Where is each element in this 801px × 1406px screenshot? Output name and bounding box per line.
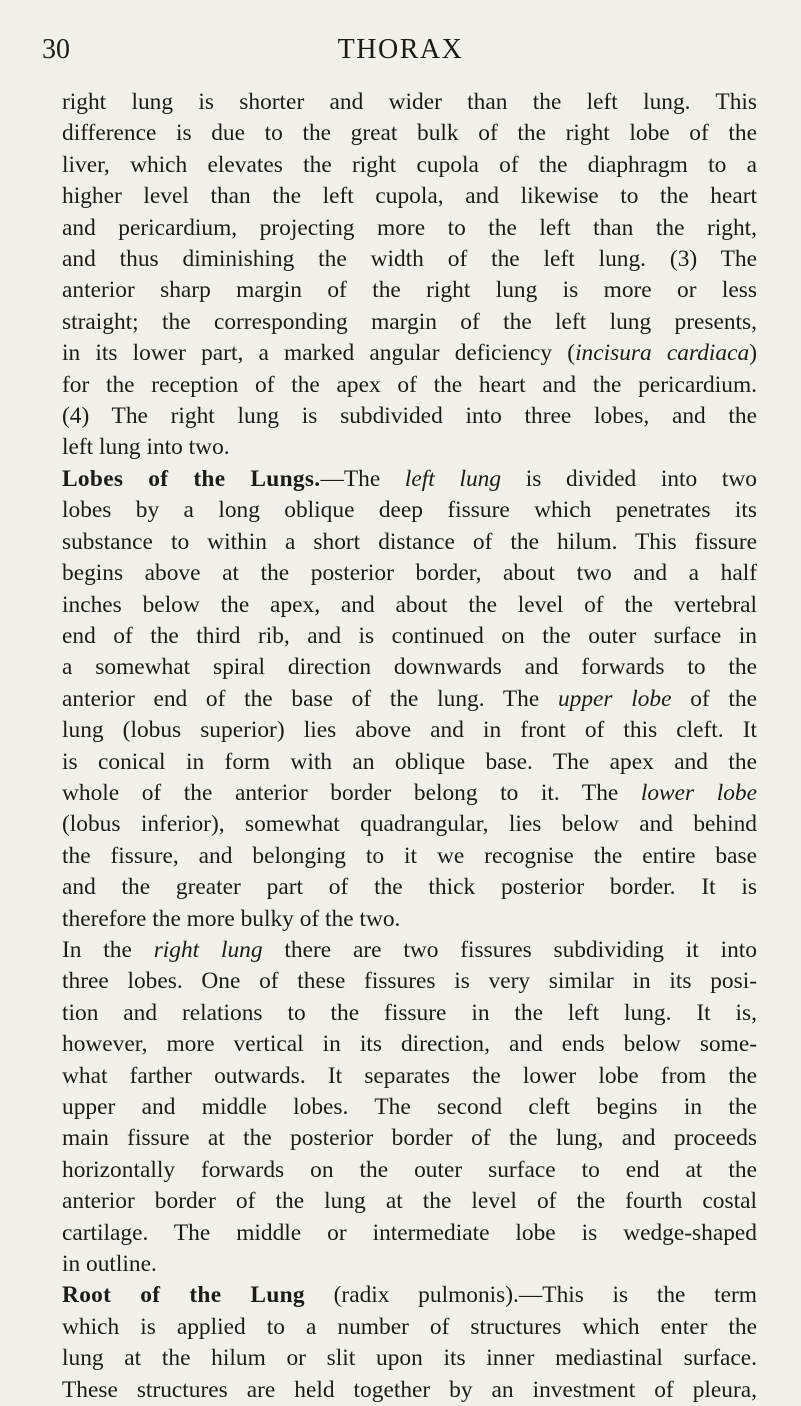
text-run: for the reception of the apex of the heart and the pericardium. (62, 371, 757, 398)
text-run: and pericardium, projecting more to the left than the right, (62, 214, 757, 241)
text-line (62, 935, 757, 966)
text-run: horizontally forwards on the outer surface to end at the (62, 1156, 757, 1183)
text-line (62, 1155, 757, 1186)
text-line (62, 1061, 757, 1092)
text-run: however, more vertical in its direction, and ends below some- (62, 1031, 757, 1058)
running-title: THORAX (337, 34, 464, 65)
text-line (62, 841, 757, 872)
text-run: main fissure at the posterior border of the lung, and proceeds (62, 1125, 757, 1152)
text-line (62, 527, 757, 558)
text-run: upper and middle lobes. The second cleft begins in the (62, 1094, 757, 1120)
text-run: cartilage. The middle or intermediate lobe is wedge-shaped (62, 1219, 757, 1246)
italic-term: upper lobe (557, 685, 672, 712)
text-run: left lung into two. (62, 434, 230, 461)
text-run: anterior sharp margin of the right lung is more or less (62, 277, 757, 304)
text-run: inches below the apex, and about the level of the vertebral (62, 591, 757, 618)
text-run: whole of the anterior border belong to it. The (62, 779, 641, 806)
text-run: difference is due to the great bulk of the right lobe of the (62, 120, 757, 147)
text-run: higher level than the left cupola, and likewise to the heart (62, 183, 757, 210)
text-line (62, 1123, 757, 1154)
text-line (62, 747, 757, 778)
text-line (62, 150, 757, 181)
page-number: 30 (42, 34, 70, 65)
text-line (62, 401, 757, 432)
text-line (62, 118, 757, 149)
text-line (62, 558, 757, 589)
italic-term: incisura cardiaca (575, 340, 750, 367)
text-line (62, 652, 757, 683)
text-line (62, 495, 757, 526)
text-run: is divided into two (501, 465, 757, 492)
text-run: (4) The right lung is subdivided into three lobes, and the (62, 403, 757, 430)
text-line (62, 966, 757, 997)
text-run: right lung is shorter and wider than the left lung. This (62, 89, 757, 115)
text-line (62, 621, 757, 652)
text-run: the fissure, and belonging to it we recognise the entire base (62, 842, 757, 869)
text-line (62, 809, 757, 840)
text-line (62, 338, 757, 369)
text-run: there are two fissures subdividing it into (262, 936, 757, 963)
text-line (62, 244, 757, 275)
text-line (62, 213, 757, 244)
text-run: end of the third rib, and is continued on the outer surface in (62, 622, 757, 649)
text-run: of the (671, 685, 757, 712)
text-line (62, 275, 757, 306)
text-run: begins above at the posterior border, about two and a half (62, 560, 757, 587)
text-run: anterior end of the base of the lung. The (62, 685, 558, 712)
text-line (62, 1186, 757, 1217)
section-heading: Root of the Lung (62, 1282, 305, 1309)
text-run: a somewhat spiral direction downwards and forwards to the (62, 654, 757, 681)
text-line (62, 1092, 757, 1123)
text-line (62, 1029, 757, 1060)
text-line (62, 1312, 757, 1343)
text-line (62, 778, 757, 809)
text-line (62, 904, 757, 935)
text-run: (radix pulmonis).—This is the term (304, 1282, 757, 1309)
text-run: and thus diminishing the width of the left lung. (3) The (62, 246, 757, 273)
section-heading: Lobes of the Lungs. (62, 465, 321, 492)
text-run: is conical in form with an oblique base. The apex and the (62, 748, 757, 775)
text-line (62, 715, 757, 746)
body-text (62, 87, 757, 1406)
text-run: anterior border of the lung at the level of the fourth costal (62, 1188, 757, 1215)
text-run: —The (320, 465, 405, 492)
italic-term: lower lobe (640, 779, 757, 806)
text-run: substance to within a short distance of the hilum. This fissure (62, 528, 757, 555)
text-run: (lobus inferior), somewhat quadrangular, lies below and behind (62, 811, 757, 838)
text-run: in outline. (62, 1251, 157, 1278)
text-run: which is applied to a number of structures which enter the (62, 1313, 757, 1340)
text-line (62, 1218, 757, 1249)
text-run: These structures are held together by an investment of pleura, (62, 1376, 757, 1403)
text-run: ) (749, 340, 757, 367)
text-run: what farther outwards. It separates the lower lobe from the (62, 1062, 757, 1089)
italic-term: left lung (404, 465, 502, 492)
text-run: straight; the corresponding margin of the left lung presents, (62, 308, 757, 335)
text-run: In the (62, 936, 154, 963)
text-run: lobes by a long oblique deep fissure which penetrates its (62, 497, 757, 524)
text-run: therefore the more bulky of the two. (62, 905, 401, 932)
text-line (62, 181, 757, 212)
text-line (62, 464, 757, 495)
text-line (62, 1343, 757, 1374)
text-line (62, 998, 757, 1029)
text-line (62, 432, 757, 463)
running-head (0, 30, 801, 70)
text-line (62, 87, 757, 118)
text-run: three lobes. One of these fissures is very similar in its posi- (62, 968, 757, 995)
text-line (62, 370, 757, 401)
italic-term: right lung (153, 936, 263, 963)
text-line (62, 1375, 757, 1406)
text-line (62, 684, 757, 715)
text-line (62, 307, 757, 338)
text-line (62, 1249, 757, 1280)
text-line (62, 872, 757, 903)
text-run: liver, which elevates the right cupola of the diaphragm to a (62, 151, 757, 178)
text-run: in its lower part, a marked angular deficiency ( (62, 340, 576, 367)
text-run: tion and relations to the fissure in the left lung. It is, (62, 999, 757, 1026)
text-run: and the greater part of the thick posterior border. It is (62, 874, 757, 901)
text-run: lung at the hilum or slit upon its inner mediastinal surface. (62, 1345, 757, 1372)
text-line (62, 590, 757, 621)
text-line (62, 1280, 757, 1311)
text-run: lung (lobus superior) lies above and in front of this cleft. It (62, 717, 757, 744)
